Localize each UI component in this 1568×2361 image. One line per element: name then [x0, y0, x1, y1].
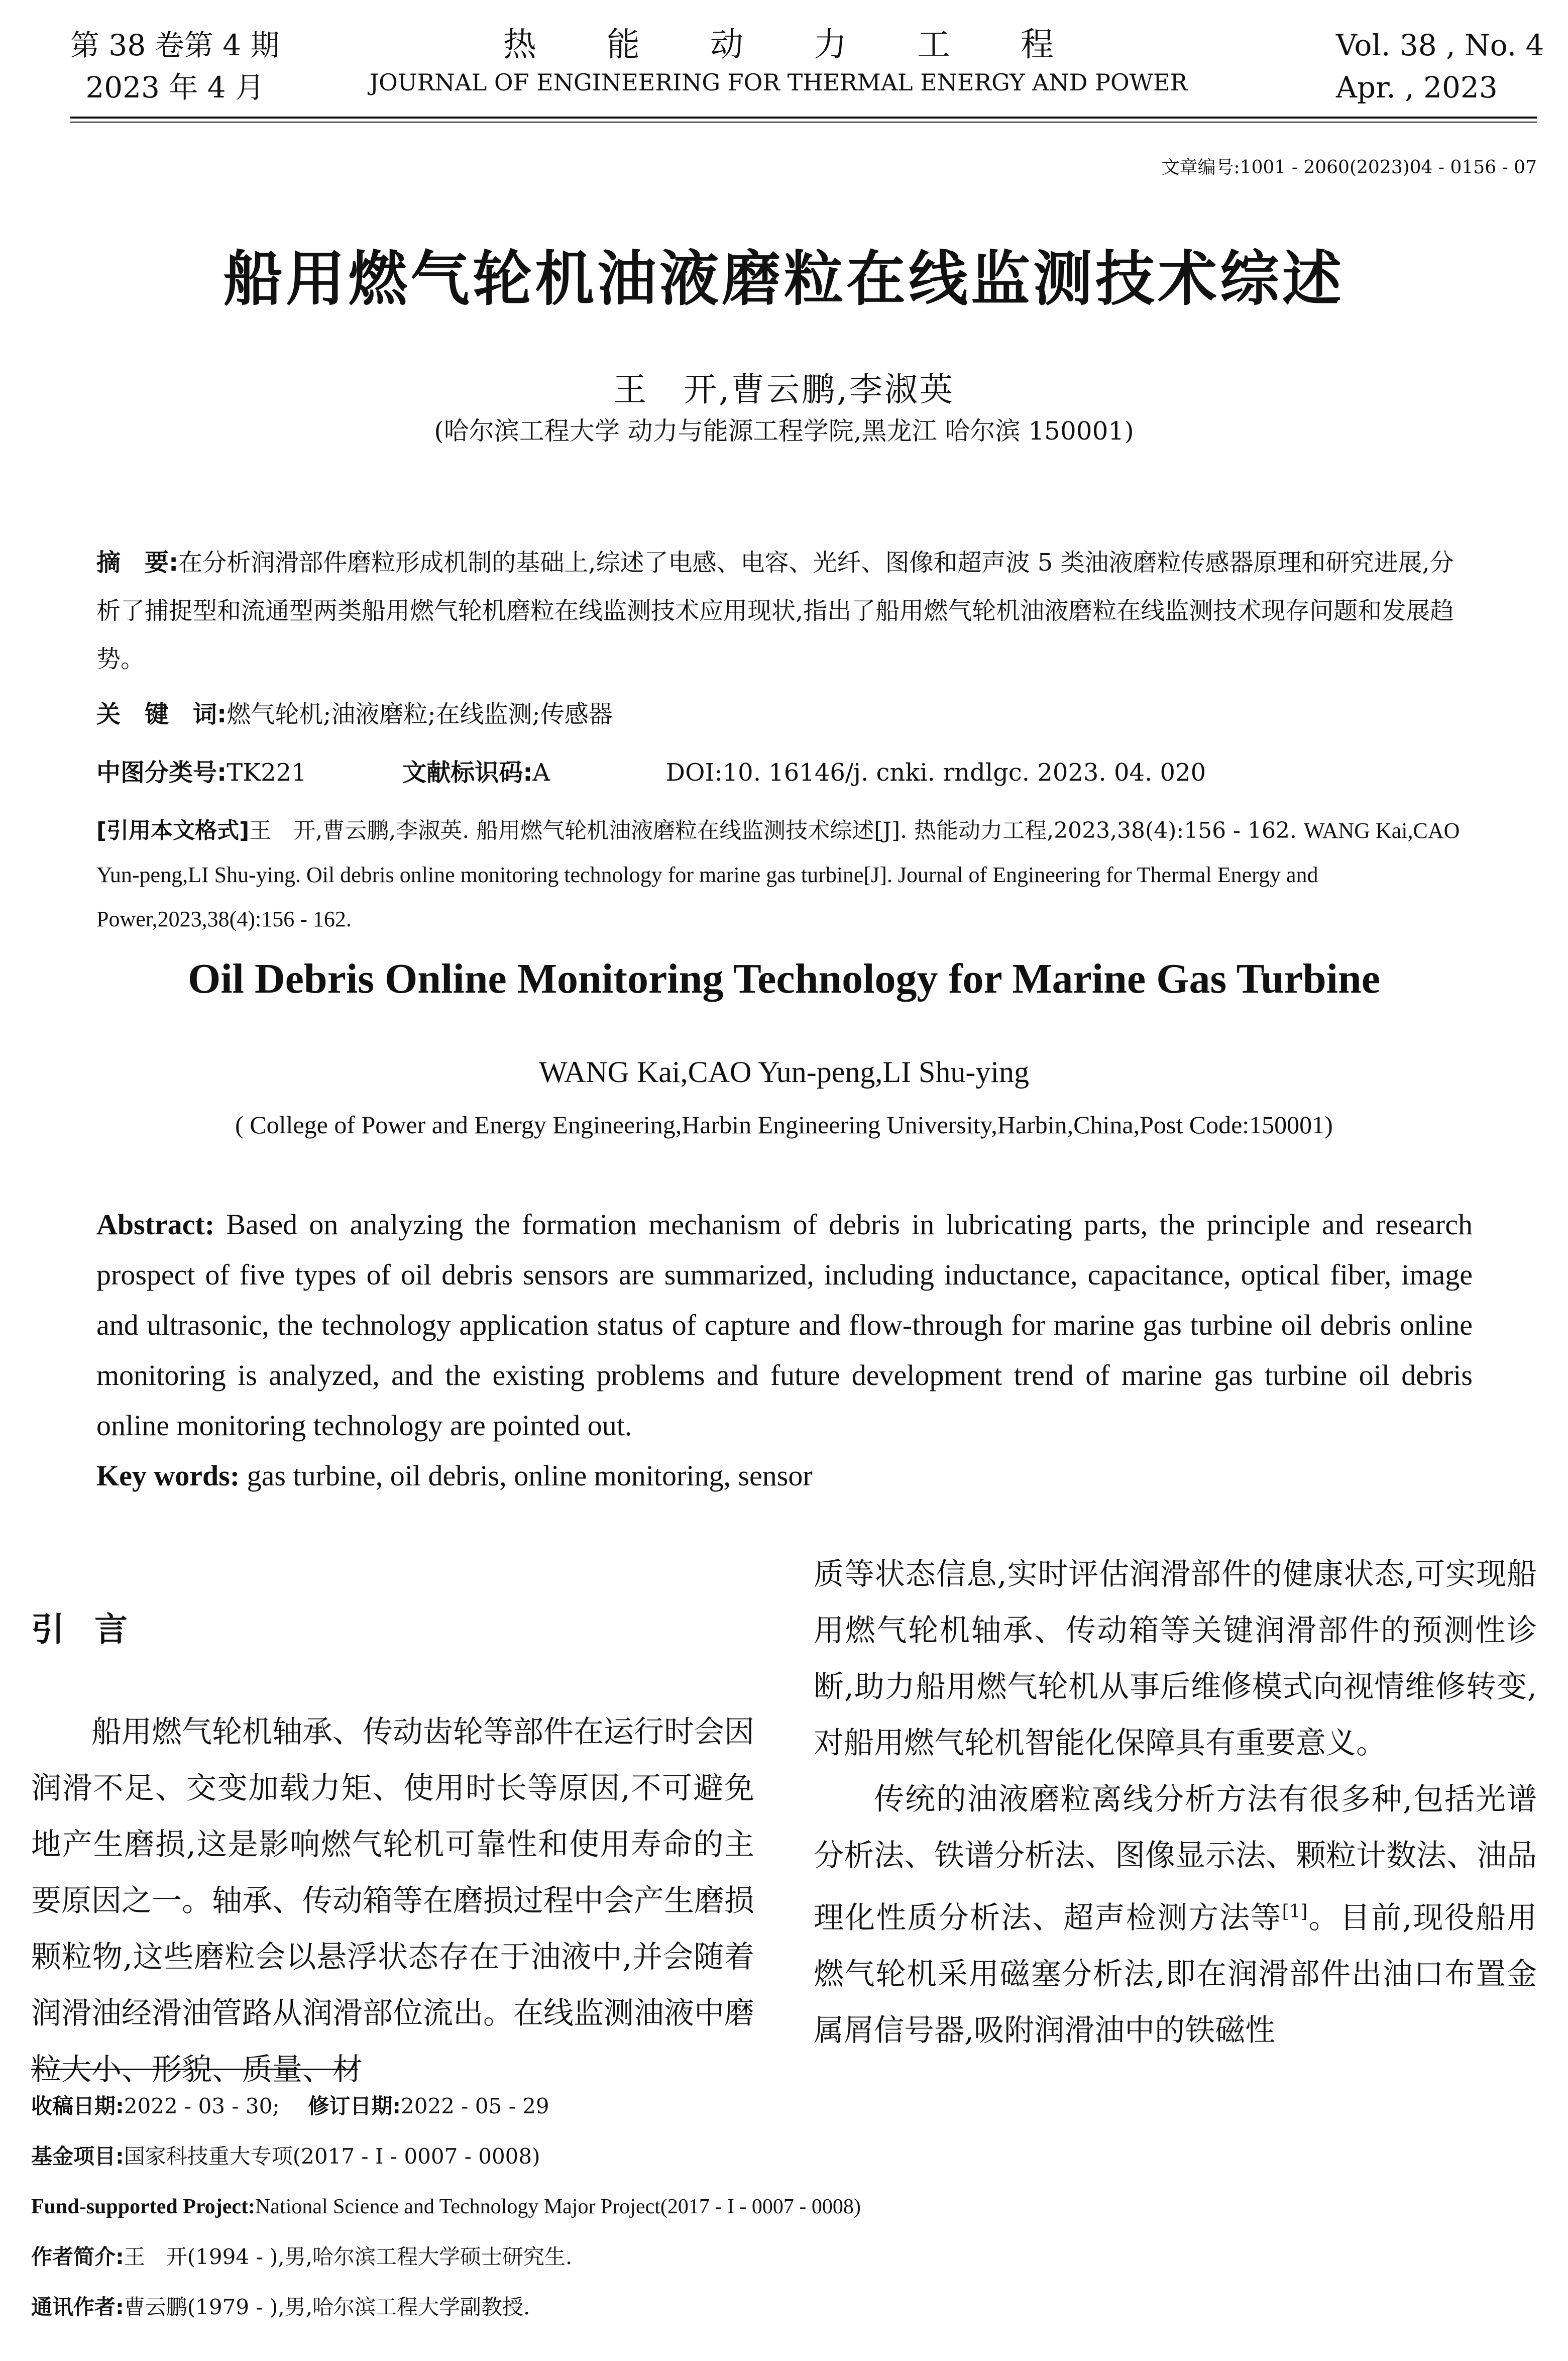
para2-text-b: 。目前,现役船用燃气轮机采用磁塞分析法,即在润滑部件出油口布置金属屑信号器,吸附润滑油中的铁磁性: [814, 1900, 1537, 2048]
volume-en: Vol. 38 , No. 4: [1336, 28, 1544, 62]
journal-name: [352, 22, 1205, 97]
affiliation-cn: (哈尔滨工程大学 动力与能源工程学院,黑龙江 哈尔滨 150001): [434, 416, 1134, 446]
paper-title-en: Oil Debris Online Monitoring Technology for Marine Gas Turbine: [187, 955, 1381, 1002]
citation-cn: 王 开,曹云鹏,李淑英. 船用燃气轮机油液磨粒在线监测技术综述[J]. 热能动力工程,2023,38(4):156 - 162.: [249, 818, 1297, 843]
footnote-rule: [31, 2069, 358, 2070]
abstract-cn-label: 摘 要:: [96, 549, 179, 577]
fund-en-label: Fund-supported Project:: [31, 2195, 256, 2218]
footnote-author: [31, 2236, 1488, 2278]
paper-title-cn: 船用燃气轮机油液磨粒在线监测技术综述: [223, 244, 1345, 313]
fund-cn-label: 基金项目:: [31, 2144, 124, 2169]
doc-code-value: A: [532, 759, 550, 787]
footnote-dates: [31, 2086, 1488, 2127]
affiliation-en: ( College of Power and Energy Engineering,Harbin Engineering University,Harbin,China,Post Code:150001): [235, 1111, 1333, 1139]
abstract-en: [96, 1200, 1473, 1451]
doc-code-label: 文献标识码:: [402, 759, 533, 787]
para2-text-a: 传统的油液磨粒离线分析方法有很多种,包括光谱分析法、铁谱分析法、图像显示法、颗粒计数法、油品理化性质分析法、超声检测方法等: [814, 1782, 1537, 1936]
keywords-cn-text: 燃气轮机;油液磨粒;在线监测;传感器: [227, 700, 613, 728]
abstract-en-text: Based on analyzing the formation mechanism of debris in lubricating parts, the principle and research prospect of five types of oil debris sensors are summarized, including inductance, capacitance, optical fiber, image and ultrasonic, the technology application status of capture and flow-through for marine gas turbine oil debris online monitoring is analyzed, and the existing problems and future development trend of marine gas turbine oil debris online monitoring technology are pointed out.: [96, 1208, 1473, 1442]
keywords-en: [96, 1451, 1473, 1501]
date-cn: 2023 年 4 月: [85, 70, 265, 104]
received-label: 收稿日期:: [31, 2094, 124, 2118]
revised-label: 修订日期:: [308, 2094, 401, 2118]
journal-issue-cn: [70, 24, 279, 109]
author-bio: 王 开(1994 - ),男,哈尔滨工程大学硕士研究生.: [124, 2244, 573, 2269]
citation: [96, 809, 1473, 941]
revised-date: 2022 - 05 - 29: [401, 2094, 549, 2118]
volume-cn: 第 38 卷第 4 期: [70, 28, 280, 62]
doi[interactable]: DOI:10. 16146/j. cnki. rndlgc. 2023. 04. 020: [665, 759, 1206, 787]
corresponding-author: 曹云鹏(1979 - ),男,哈尔滨工程大学副教授.: [124, 2295, 530, 2319]
date-en: Apr. , 2023: [1336, 70, 1498, 104]
footnote-fund-en: [31, 2186, 1488, 2227]
abstract-cn-text: 在分析润滑部件磨粒形成机制的基础上,综述了电感、电容、光纤、图像和超声波 5 类油液磨粒传感器原理和研究进展,分析了捕捉型和流通型两类船用燃气轮机磨粒在线监测技术应用现状,指出了船用燃气轮机油液磨粒在线监测技术现存问题和发展趋势。: [96, 549, 1454, 673]
fund-en: National Science and Technology Major Project(2017 - I - 0007 - 0008): [255, 2195, 861, 2218]
body-right-paragraph-1: 质等状态信息,实时评估润滑部件的健康状态,可实现船用燃气轮机轴承、传动箱等关键润滑部件的预测性诊断,助力船用燃气轮机从事后维修模式向视情维修转变,对船用燃气轮机智能化保障具有重要意义。: [814, 1557, 1537, 1761]
fund-cn: 国家科技重大专项(2017 - I - 0007 - 0008): [124, 2144, 540, 2169]
received-date: 2022 - 03 - 30;: [124, 2094, 280, 2118]
abstract-cn: [96, 539, 1473, 683]
journal-issue-en: [1336, 24, 1544, 109]
corresponding-label: 通讯作者:: [31, 2295, 124, 2319]
body-right-column: [814, 1546, 1537, 2059]
body-left-paragraph: 船用燃气轮机轴承、传动齿轮等部件在运行时会因润滑不足、交变加载力矩、使用时长等原因,不可避免地产生磨损,这是影响燃气轮机可靠性和使用寿命的主要原因之一。轴承、传动箱等在磨损过程中会产生磨损颗粒物,这些磨粒会以悬浮状态存在于油液中,并会随着润滑油经滑油管路从润滑部位流出。在线监测油液中磨粒大小、形貌、质量、材: [31, 1714, 754, 2087]
citation-label: [引用本文格式]: [96, 818, 250, 843]
journal-name-en: JOURNAL OF ENGINEERING FOR THERMAL ENERGY AND POWER: [369, 69, 1188, 96]
author-label: 作者简介:: [31, 2244, 124, 2269]
authors-en: WANG Kai,CAO Yun-peng,LI Shu-ying: [539, 1055, 1029, 1089]
body-right-paragraph-2: [814, 1771, 1537, 2059]
classification: [96, 748, 1473, 797]
keywords-en-text: gas turbine, oil debris, online monitoring, sensor: [240, 1459, 813, 1492]
citation-en: WANG Kai,CAO Yun-peng,LI Shu-ying. Oil debris online monitoring technology for marine gas turbine[J]. Journal of Engineering for Thermal Energy and Power,2023,38(4):156 - 162.: [96, 818, 1460, 931]
authors-cn: 王 开,曹云鹏,李淑英: [613, 370, 955, 409]
header-rule-thin: [70, 122, 1537, 123]
journal-name-cn: 热能动力工程: [503, 25, 1124, 64]
abstract-en-label: Abstract:: [96, 1208, 215, 1241]
keywords-cn-label: 关 键 词:: [96, 700, 227, 728]
footnote-corresponding: [31, 2287, 1488, 2328]
keywords-en-label: Key words:: [96, 1459, 240, 1492]
keywords-cn: [96, 690, 1473, 738]
clc-label: 中图分类号:: [96, 759, 227, 787]
section-heading-introduction: 引言: [31, 1610, 158, 1649]
clc-value: TK221: [227, 759, 307, 787]
reference-1[interactable]: [1]: [1282, 1901, 1308, 1922]
header-rule: [70, 117, 1537, 119]
footnote-fund-cn: [31, 2136, 1488, 2177]
article-number: 文章编号:1001 - 2060(2023)04 - 0156 - 07: [1161, 157, 1537, 178]
